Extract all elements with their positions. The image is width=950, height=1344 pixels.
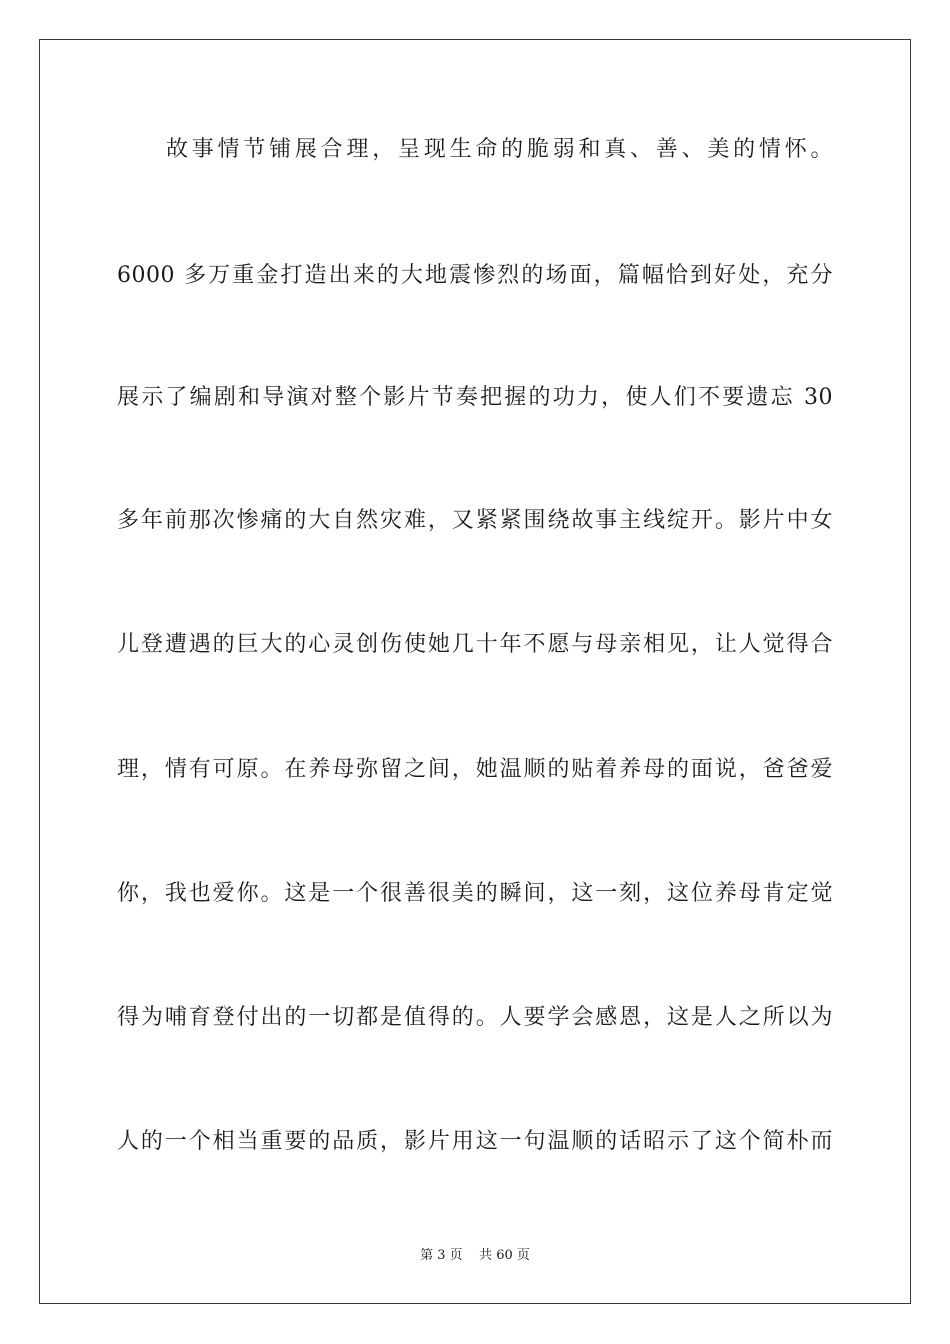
paragraph-line-3: 展示了编剧和导演对整个影片节奏把握的功力，使人们不要遗忘 30: [117, 385, 833, 410]
paragraph-line-4: 多年前那次惨痛的大自然灾难，又紧紧围绕故事主线绽开。影片中女: [117, 508, 833, 533]
paragraph-line-2: 6000 多万重金打造出来的大地震惨烈的场面，篇幅恰到好处，充分: [117, 263, 833, 288]
page-border: [39, 39, 911, 1304]
paragraph-line-1: 故事情节铺展合理，呈现生命的脆弱和真、善、美的情怀。: [166, 137, 833, 162]
paragraph-line-5: 儿登遭遇的巨大的心灵创伤使她几十年不愿与母亲相见，让人觉得合: [117, 632, 833, 657]
paragraph-line-7: 你，我也爱你。这是一个很善很美的瞬间，这一刻，这位养母肯定觉: [117, 881, 833, 906]
page-number-footer: 第 3 页 共 60 页: [420, 1248, 530, 1263]
paragraph-line-6: 理，情有可原。在养母弥留之间，她温顺的贴着养母的面说，爸爸爱: [117, 757, 833, 782]
paragraph-line-8: 得为哺育登付出的一切都是值得的。人要学会感恩，这是人之所以为: [117, 1005, 833, 1030]
paragraph-line-9: 人的一个相当重要的品质，影片用这一句温顺的话昭示了这个简朴而: [117, 1129, 833, 1154]
